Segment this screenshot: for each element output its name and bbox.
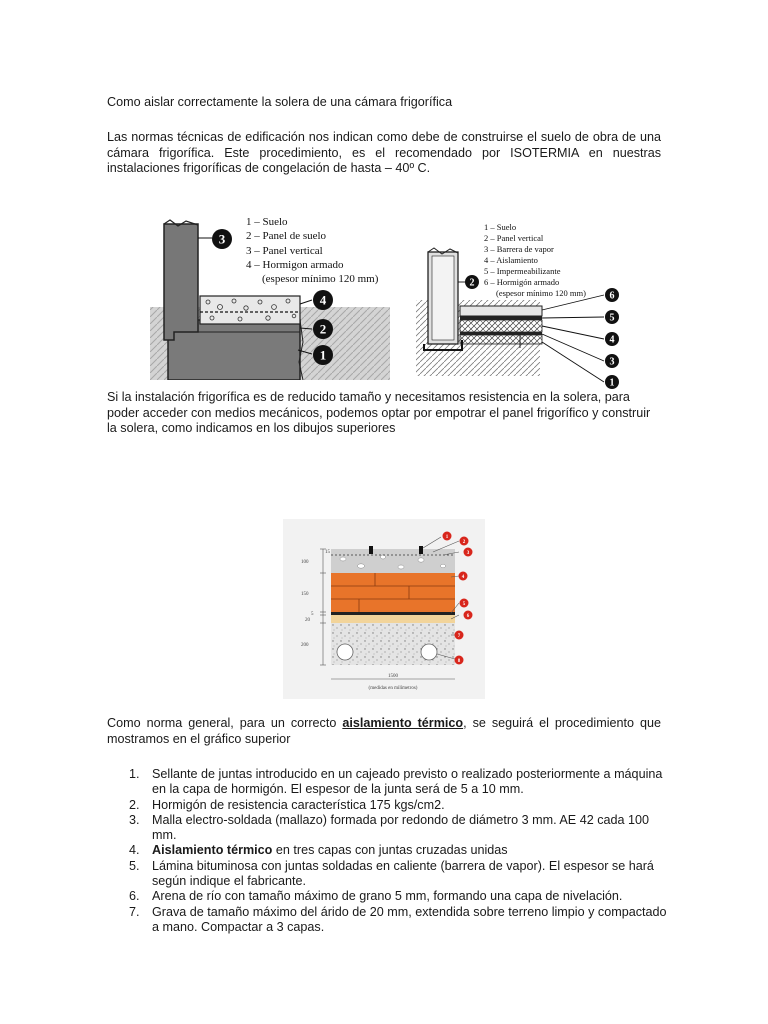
marker-4 [313, 290, 333, 310]
marker-2 [313, 319, 333, 339]
list-item: 6. Arena de río con tamaño máximo de grano 5 mm, formando una capa de nivelación. [129, 889, 623, 904]
svg-text:1 – Suelo: 1 – Suelo [484, 222, 517, 232]
svg-text:5: 5 [311, 612, 314, 617]
list-item: 7. Grava de tamaño máximo del árido de 20 mm, extendida sobre terreno limpio y compactado a mano. Compactar a 3 capas. [129, 904, 667, 934]
marker-3 [212, 229, 232, 249]
svg-text:2: 2 [462, 540, 466, 545]
svg-text:1: 1 [609, 377, 615, 389]
svg-text:1: 1 [319, 347, 327, 363]
svg-text:2: 2 [319, 321, 327, 337]
svg-text:7: 7 [457, 634, 461, 639]
svg-text:4: 4 [319, 292, 327, 308]
svg-text:5: 5 [609, 312, 615, 324]
svg-text:4: 4 [609, 334, 615, 346]
marker-4 [459, 572, 468, 581]
list-item: 2. Hormigón de resistencia característica 175 kgs/cm2. [129, 797, 445, 812]
svg-text:6: 6 [466, 614, 470, 619]
svg-text:(espesor mínimo 120 mm): (espesor mínimo 120 mm) [496, 288, 586, 298]
figure-embedded-panel [150, 212, 390, 380]
svg-text:3 – Panel vertical: 3 – Panel vertical [246, 245, 323, 257]
marker-3 [464, 548, 473, 557]
intro-paragraph: Las normas técnicas de edificación nos indican como debe de construirse el suelo de obra de una cámara frigorífica. Este procedimiento, es el recomendado por ISOTERMIA en nuestras instalaciones frigoríficas de congelación de hasta – 40º C. [107, 130, 661, 175]
marker-2 [460, 537, 469, 546]
figure-floor-layers [402, 218, 650, 394]
svg-text:5 – Impermeabilizante: 5 – Impermeabilizante [484, 266, 561, 276]
marker-8 [455, 656, 464, 665]
svg-text:200: 200 [301, 643, 309, 648]
marker-4 [605, 332, 619, 346]
figure-insulation-section [283, 519, 485, 699]
marker-6 [464, 611, 473, 620]
third-paragraph-end: , se seguirá el procedimiento que mostramos en el gráfico superior [107, 716, 661, 746]
marker-7 [455, 631, 464, 640]
svg-text:8: 8 [457, 659, 461, 664]
svg-text:5: 5 [462, 602, 466, 607]
svg-text:2 – Panel vertical: 2 – Panel vertical [484, 233, 544, 243]
svg-text:1500: 1500 [388, 674, 398, 679]
figure2-legend [484, 222, 586, 298]
svg-text:20: 20 [305, 618, 310, 623]
list-item: 1. Sellante de juntas introducido en un cajeado previsto o realizado posteriormente a máquina en la capa de hormigón. El espesor de la junta será de 5 a 10 mm. [129, 767, 663, 797]
svg-text:3: 3 [609, 356, 615, 368]
marker-1 [443, 532, 452, 541]
list-item: 5. Lámina bituminosa con juntas soldadas en caliente (barrera de vapor). El espesor se hará según indique el fabricante. [129, 858, 654, 889]
svg-text:15: 15 [325, 550, 330, 555]
second-paragraph: Si la instalación frigorífica es de reducido tamaño y necesitamos resistencia en la solera, para poder acceder con medios mecánicos, podemos optar por empotrar el panel frigorífico y construir la solera, como indicamos en los dibujos superiores [107, 390, 651, 435]
svg-text:1: 1 [445, 535, 449, 540]
svg-text:3: 3 [218, 231, 226, 247]
marker-5 [605, 310, 619, 324]
svg-text:(medidas en milímetros): (medidas en milímetros) [368, 686, 418, 691]
third-paragraph [107, 716, 661, 747]
svg-text:2: 2 [469, 277, 475, 289]
svg-text:3 – Barrera de vapor: 3 – Barrera de vapor [484, 244, 554, 254]
svg-text:3: 3 [466, 551, 470, 556]
svg-text:150: 150 [301, 592, 309, 597]
list-item: 3. Malla electro-soldada (mallazo) formada por redondo de diámetro 3 mm. AE 42 cada 100 mm. [129, 812, 650, 843]
figure1-legend [246, 216, 379, 285]
marker-3 [605, 354, 619, 368]
procedure-list [107, 767, 667, 935]
document-title: Como aislar correctamente la solera de una cámara frigorífica [107, 95, 453, 109]
third-paragraph-start: Como norma general, para un correcto [107, 716, 343, 730]
marker-1 [313, 345, 333, 365]
marker-1 [605, 375, 619, 389]
marker-5 [460, 599, 469, 608]
svg-text:4 – Aislamiento: 4 – Aislamiento [484, 255, 538, 265]
marker-2 [465, 275, 479, 289]
svg-text:4: 4 [461, 575, 465, 580]
svg-text:(espesor mínimo 120 mm): (espesor mínimo 120 mm) [262, 273, 379, 285]
aislamiento-termico-link: aislamiento térmico [342, 716, 464, 730]
svg-text:6: 6 [609, 290, 615, 302]
svg-text:4 – Hormigon armado: 4 – Hormigon armado [246, 259, 344, 271]
svg-text:6 – Hormigón armado: 6 – Hormigón armado [484, 277, 560, 287]
marker-6 [605, 288, 619, 302]
svg-text:2 – Panel de suelo: 2 – Panel de suelo [246, 230, 327, 242]
svg-text:1 – Suelo: 1 – Suelo [246, 216, 288, 228]
svg-text:100: 100 [301, 560, 309, 565]
list-item: 4. Aislamiento térmico en tres capas con juntas cruzadas unidas [129, 843, 508, 858]
